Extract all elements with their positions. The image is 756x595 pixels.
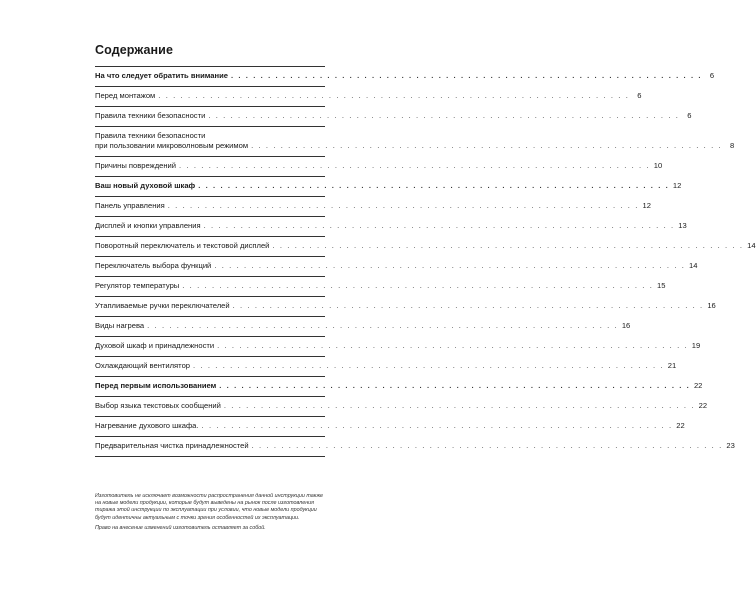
toc-entry-text: Регулятор температуры [95,280,180,290]
toc-leader-dots: . . . . . . . . . . . . . . . . . . . . . . . . . . . . . . . . . . . . . . . . . . . . . . . . . . . . . . . . . . . . . . . . [272,240,744,250]
toc-leader-dots: . . . . . . . . . . . . . . . . . . . . . . . . . . . . . . . . . . . . . . . . . . . . . . . . . . . . . . . . . . . . . . . . [201,420,673,430]
toc-page-number: 6 [687,110,692,120]
toc-entry [95,377,703,397]
toc-page-number: 12 [672,180,682,190]
toc-leader-dots: . . . . . . . . . . . . . . . . . . . . . . . . . . . . . . . . . . . . . . . . . . . . . . . . . . . . . . . . . . . . . . . . [223,400,696,410]
toc-page-number: 10 [653,160,663,170]
toc-leader-dots: . . . . . . . . . . . . . . . . . . . . . . . . . . . . . . . . . . . . . . . . . . . . . . . . . . . . . . . . . . . . . . . . [230,70,703,80]
toc-page-number: 14 [747,240,756,250]
toc-entry-text: На что следует обратить внимание [95,70,228,80]
toc-entry [95,317,631,337]
toc-entry [95,417,685,437]
toc-entry-text: Правила техники безопасности [95,130,206,140]
toc-leader-dots: . . . . . . . . . . . . . . . . . . . . . . . . . . . . . . . . . . . . . . . . . . . . . . . . . . . . . . . . . . . . . . . . [167,200,639,210]
toc-entry [95,67,715,87]
toc-entry-text: Ваш новый духовой шкаф [95,180,196,190]
toc-page-number: 14 [689,260,698,270]
table-of-contents [95,66,756,457]
toc-entry-text: Перед первым использованием [95,380,217,390]
toc-leader-dots: . . . . . . . . . . . . . . . . . . . . . . . . . . . . . . . . . . . . . . . . . . . . . . . . . . . . . . . . . . . . . . . . [203,220,675,230]
toc-leader-dots: . . . . . . . . . . . . . . . . . . . . . . . . . . . . . . . . . . . . . . . . . . . . . . . . . . . . . . . . . . . . . . . . [158,90,630,100]
toc-leader-dots: . . . . . . . . . . . . . . . . . . . . . . . . . . . . . . . . . . . . . . . . . . . . . . . . . . . . . . . . . . . . . . . . [232,300,704,310]
toc-page-number: 12 [642,200,651,210]
toc-leader-dots: . . . . . . . . . . . . . . . . . . . . . . . . . . . . . . . . . . . . . . . . . . . . . . . . . . . . . . . . . . . . . . . . [217,340,689,350]
toc-leader-dots: . . . . . . . . . . . . . . . . . . . . . . . . . . . . . . . . . . . . . . . . . . . . . . . . . . . . . . . . . . . . . . . . [198,180,670,190]
toc-entry-text: Причины повреждений [95,160,177,170]
toc-page-number: 22 [676,420,685,430]
toc-entry-text: Охлаждающий вентилятор [95,360,191,370]
toc-page-number: 21 [667,360,677,370]
toc-page-number: 19 [691,340,701,350]
toc-page-number: 8 [730,140,735,150]
toc-entry [95,197,651,217]
toc-entry-text: Поворотный переключатель и текстовой дисплей [95,240,270,250]
toc-entry [95,357,677,377]
toc-leader-dots: . . . . . . . . . . . . . . . . . . . . . . . . . . . . . . . . . . . . . . . . . . . . . . . . . . . . . . . . . . . . . . . . [251,440,723,450]
toc-leader-dots: . . . . . . . . . . . . . . . . . . . . . . . . . . . . . . . . . . . . . . . . . . . . . . . . . . . . . . . . . . . . . . . . [219,380,691,390]
toc-page-number: 16 [621,320,631,330]
toc-entry [95,337,701,357]
toc-entry [95,437,735,457]
toc-leader-dots: . . . . . . . . . . . . . . . . . . . . . . . . . . . . . . . . . . . . . . . . . . . . . . . . . . . . . . . . . . . . . . . . [251,140,723,150]
toc-page-number: 22 [693,380,703,390]
toc-leader-dots: . . . . . . . . . . . . . . . . . . . . . . . . . . . . . . . . . . . . . . . . . . . . . . . . . . . . . . . . . . . . . . . . [193,360,665,370]
toc-entry [95,297,716,317]
toc-entry-text: при пользовании микроволновым режимом [95,140,249,150]
page-title: Содержание [95,43,174,57]
toc-page-number: 22 [698,400,708,410]
toc-entry [95,127,735,157]
toc-leader-dots: . . . . . . . . . . . . . . . . . . . . . . . . . . . . . . . . . . . . . . . . . . . . . . . . . . . . . . . . . . . . . . . . [208,110,680,120]
toc-entry [95,257,698,277]
toc-leader-dots: . . . . . . . . . . . . . . . . . . . . . . . . . . . . . . . . . . . . . . . . . . . . . . . . . . . . . . . . . . . . . . . . [147,320,619,330]
toc-page-number: 6 [637,90,642,100]
toc-page-number: 23 [726,440,735,450]
toc-entry [95,87,642,107]
toc-entry-text: Предварительная чистка принадлежностей [95,440,249,450]
toc-entry-text: Виды нагрева [95,320,145,330]
toc-page-number: 16 [707,300,716,310]
toc-page-number: 15 [656,280,666,290]
toc-entry-text: Выбор языка текстовых сообщений [95,400,221,410]
toc-entry [95,277,666,297]
toc-entry-text: Нагревание духового шкафа. [95,420,199,430]
toc-entry-text: Утапливаемые ручки переключателей [95,300,230,310]
toc-entry [95,107,692,127]
toc-entry-text: Панель управления [95,200,165,210]
toc-entry-text: Правила техники безопасности [95,110,206,120]
toc-entry-text: Перед монтажом [95,90,156,100]
footer-rights: Право на внесение изменений изготовитель оставляет за собой. [95,524,266,531]
toc-entry [95,217,687,237]
toc-page-number: 13 [678,220,687,230]
toc-page-number: 6 [709,70,715,80]
toc-entry [95,397,708,417]
toc-entry [95,157,663,177]
footer-note [95,493,327,535]
footer-disclaimer: Изготовитель не исключает возможности распространения данной инструкции также на новые модели продукции, которые будут выведены на рынок после изготовления тиража этой инструкции по эксплуатации при условии, что новые модели продукции будут идентичны актуальным с точки зрения особенностей их эксплуатации. [95,493,324,521]
toc-leader-dots: . . . . . . . . . . . . . . . . . . . . . . . . . . . . . . . . . . . . . . . . . . . . . . . . . . . . . . . . . . . . . . . . [214,260,686,270]
toc-leader-dots: . . . . . . . . . . . . . . . . . . . . . . . . . . . . . . . . . . . . . . . . . . . . . . . . . . . . . . . . . . . . . . . . [179,160,651,170]
toc-entry [95,237,756,257]
toc-entry-text: Дисплей и кнопки управления [95,220,201,230]
toc-entry-text: Духовой шкаф и принадлежности [95,340,215,350]
toc-entry-text: Переключатель выбора функций [95,260,212,270]
toc-leader-dots: . . . . . . . . . . . . . . . . . . . . . . . . . . . . . . . . . . . . . . . . . . . . . . . . . . . . . . . . . . . . . . . . [182,280,654,290]
toc-entry [95,177,682,197]
